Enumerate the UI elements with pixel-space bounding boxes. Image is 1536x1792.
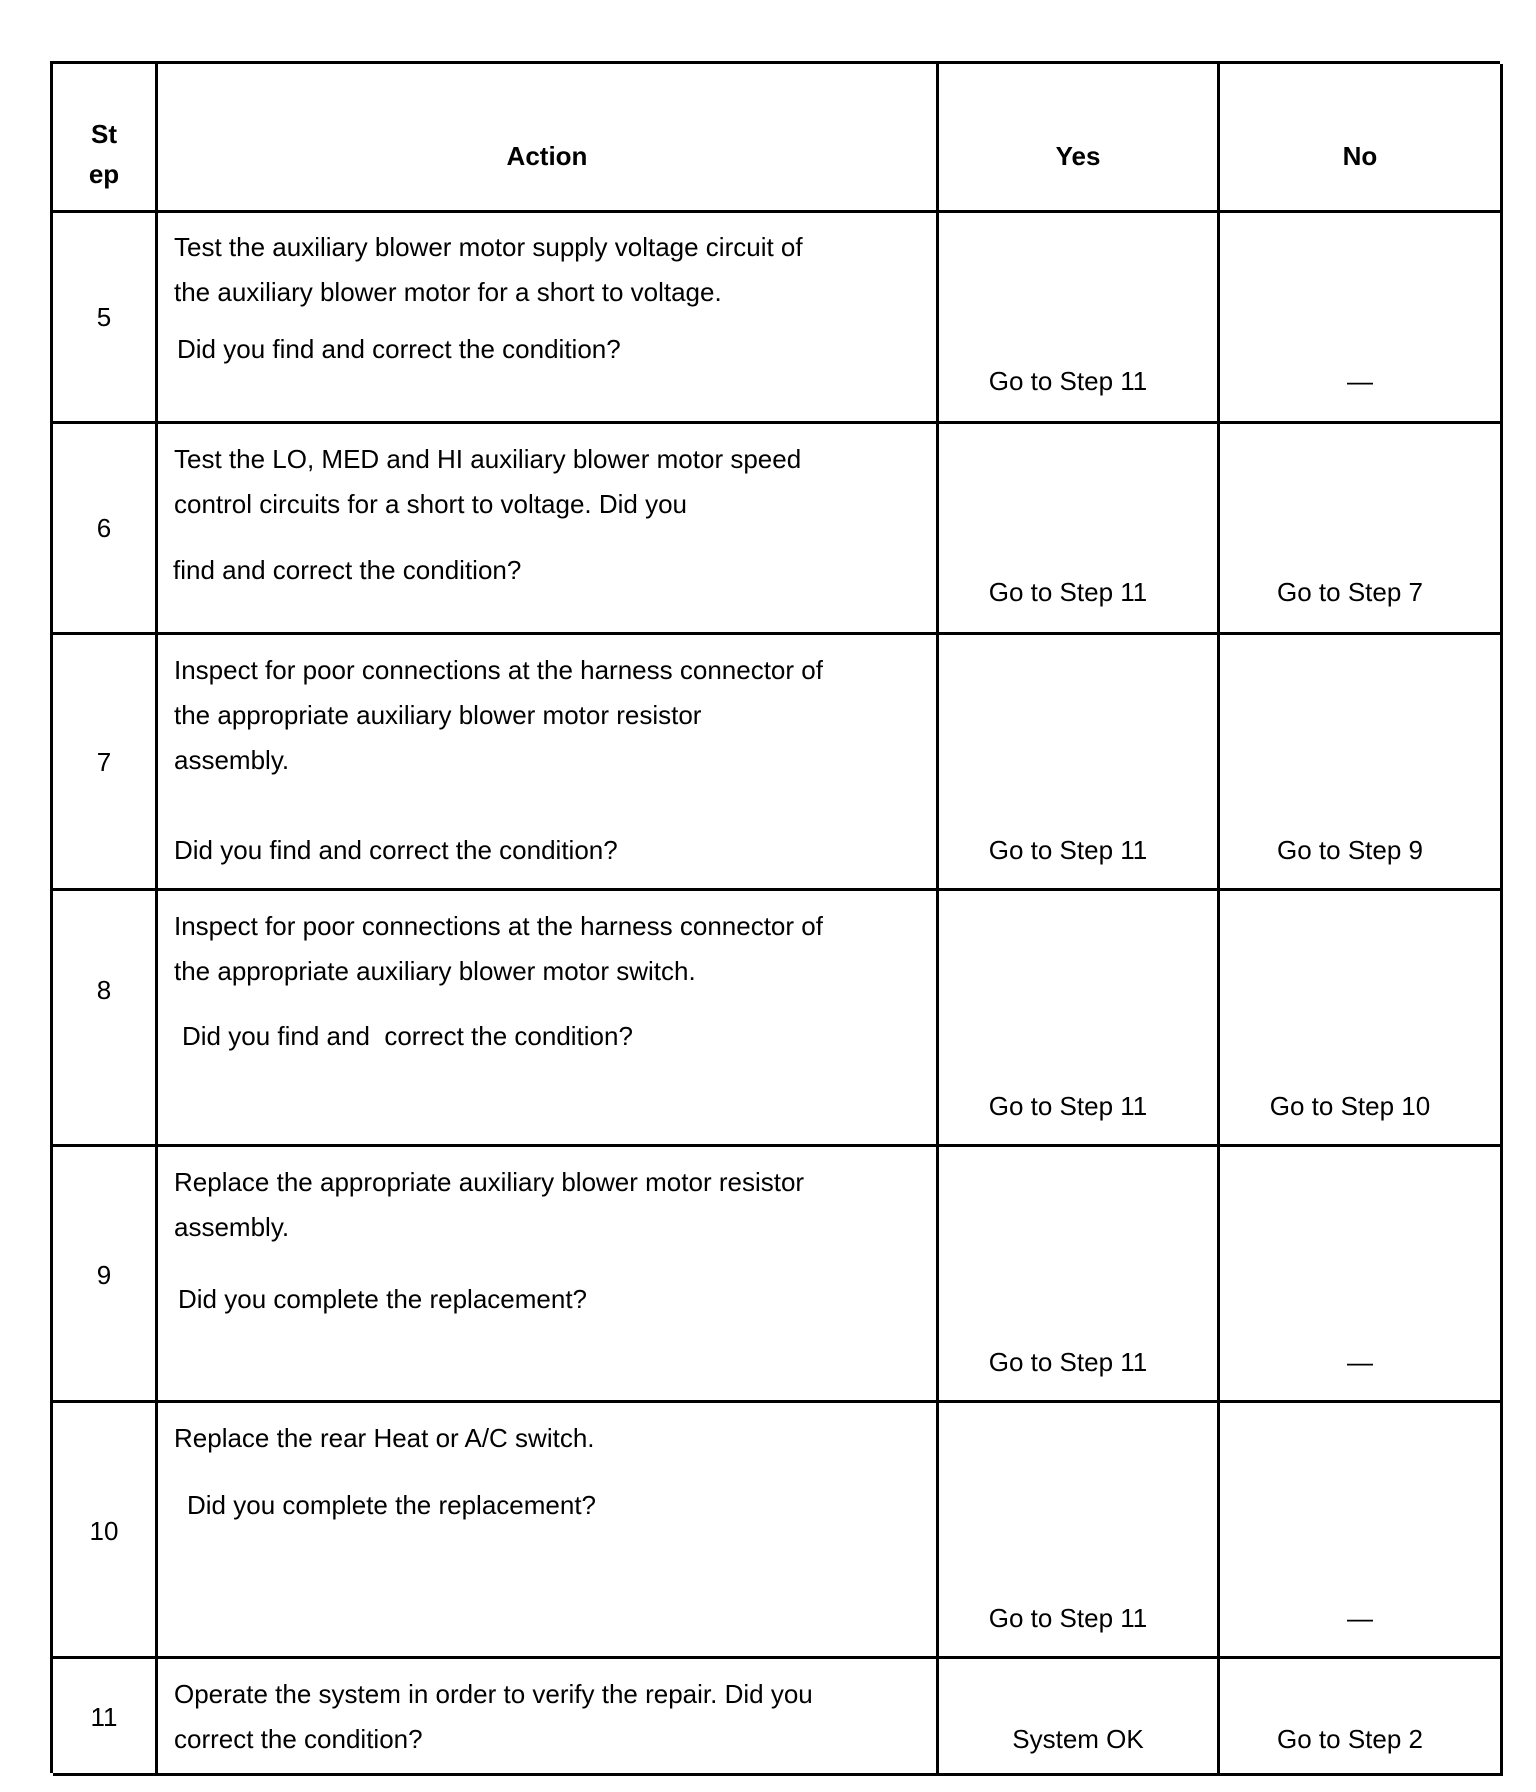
action-cell-6	[158, 424, 939, 635]
no-cell-10	[1220, 1403, 1503, 1659]
action-line: the appropriate auxiliary blower motor resistor	[174, 700, 702, 730]
header-step-label	[53, 114, 155, 194]
yes-cell-10	[939, 1403, 1220, 1659]
action-line: assembly.	[174, 1212, 290, 1242]
action-line: Operate the system in order to verify the repair. Did you	[174, 1679, 813, 1709]
header-no-label: No	[1342, 141, 1378, 171]
action-line: Replace the appropriate auxiliary blower motor resistor	[174, 1167, 805, 1197]
step-number: 6	[96, 513, 112, 543]
step-number: 5	[96, 302, 112, 332]
yes-cell-8	[939, 891, 1220, 1147]
step-cell-11	[53, 1659, 158, 1776]
action-line: correct the condition?	[174, 1724, 423, 1754]
step-number: 7	[96, 747, 112, 777]
action-cell-5	[158, 213, 939, 424]
action-line: assembly.	[174, 745, 290, 775]
yes-cell-7	[939, 635, 1220, 891]
header-no-cell	[1220, 64, 1503, 213]
yes-answer: Go to Step 11	[988, 835, 1148, 865]
action-line: Inspect for poor connections at the harness connector of	[174, 911, 823, 941]
action-cell-9	[158, 1147, 939, 1403]
no-cell-6	[1220, 424, 1503, 635]
action-cell-11	[158, 1659, 939, 1776]
step-cell-6	[53, 424, 158, 635]
action-line: the auxiliary blower motor for a short to voltage.	[174, 277, 722, 307]
yes-answer: Go to Step 11	[988, 577, 1148, 607]
yes-answer: Go to Step 11	[988, 366, 1148, 396]
action-line: Test the auxiliary blower motor supply voltage circuit of	[174, 232, 803, 262]
header-step-line1: St	[91, 119, 117, 149]
action-cell-7	[158, 635, 939, 891]
step-number: 9	[96, 1260, 112, 1290]
header-step-line2: ep	[88, 159, 120, 189]
yes-answer: Go to Step 11	[988, 1347, 1148, 1377]
no-cell-11	[1220, 1659, 1503, 1776]
header-action-label: Action	[506, 141, 588, 171]
header-yes-cell	[939, 64, 1220, 213]
action-cell-10	[158, 1403, 939, 1659]
no-answer: —	[1347, 366, 1373, 396]
action-line: control circuits for a short to voltage. Did you	[174, 489, 688, 519]
action-question: Did you find and correct the condition?	[177, 334, 621, 364]
yes-cell-5	[939, 213, 1220, 424]
yes-cell-6	[939, 424, 1220, 635]
yes-answer: Go to Step 11	[988, 1091, 1148, 1121]
no-answer: Go to Step 10	[1269, 1091, 1431, 1121]
action-line: the appropriate auxiliary blower motor switch.	[174, 956, 696, 986]
yes-answer: Go to Step 11	[988, 1603, 1148, 1633]
step-number: 8	[96, 975, 112, 1005]
action-line: Test the LO, MED and HI auxiliary blower motor speed	[174, 444, 802, 474]
no-cell-9	[1220, 1147, 1503, 1403]
step-cell-9	[53, 1147, 158, 1403]
header-step-cell	[53, 64, 158, 213]
yes-cell-11	[939, 1659, 1220, 1776]
yes-answer: System OK	[1012, 1724, 1144, 1754]
step-number: 10	[89, 1516, 119, 1546]
header-yes-label: Yes	[1055, 141, 1101, 171]
step-cell-8	[53, 891, 158, 1147]
header-action-cell	[158, 64, 939, 213]
no-answer: Go to Step 9	[1277, 835, 1423, 865]
action-question: Did you complete the replacement?	[178, 1284, 588, 1314]
step-cell-7	[53, 635, 158, 891]
no-cell-8	[1220, 891, 1503, 1147]
step-number: 11	[90, 1702, 118, 1732]
step-cell-5	[53, 213, 158, 424]
no-answer: Go to Step 2	[1277, 1724, 1423, 1754]
action-question: Did you complete the replacement?	[187, 1490, 597, 1520]
action-question: find and correct the condition?	[173, 555, 522, 585]
action-question: Did you find and correct the condition?	[182, 1021, 633, 1051]
no-answer: —	[1347, 1347, 1373, 1377]
no-cell-7	[1220, 635, 1503, 891]
no-answer: —	[1347, 1603, 1373, 1633]
no-cell-5	[1220, 213, 1503, 424]
step-cell-10	[53, 1403, 158, 1659]
action-cell-8	[158, 891, 939, 1147]
no-answer: Go to Step 7	[1277, 577, 1423, 607]
action-line: Inspect for poor connections at the harness connector of	[174, 655, 823, 685]
action-question: Did you find and correct the condition?	[174, 835, 618, 865]
yes-cell-9	[939, 1147, 1220, 1403]
action-line: Replace the rear Heat or A/C switch.	[174, 1423, 595, 1453]
troubleshooting-table	[50, 61, 1500, 1773]
